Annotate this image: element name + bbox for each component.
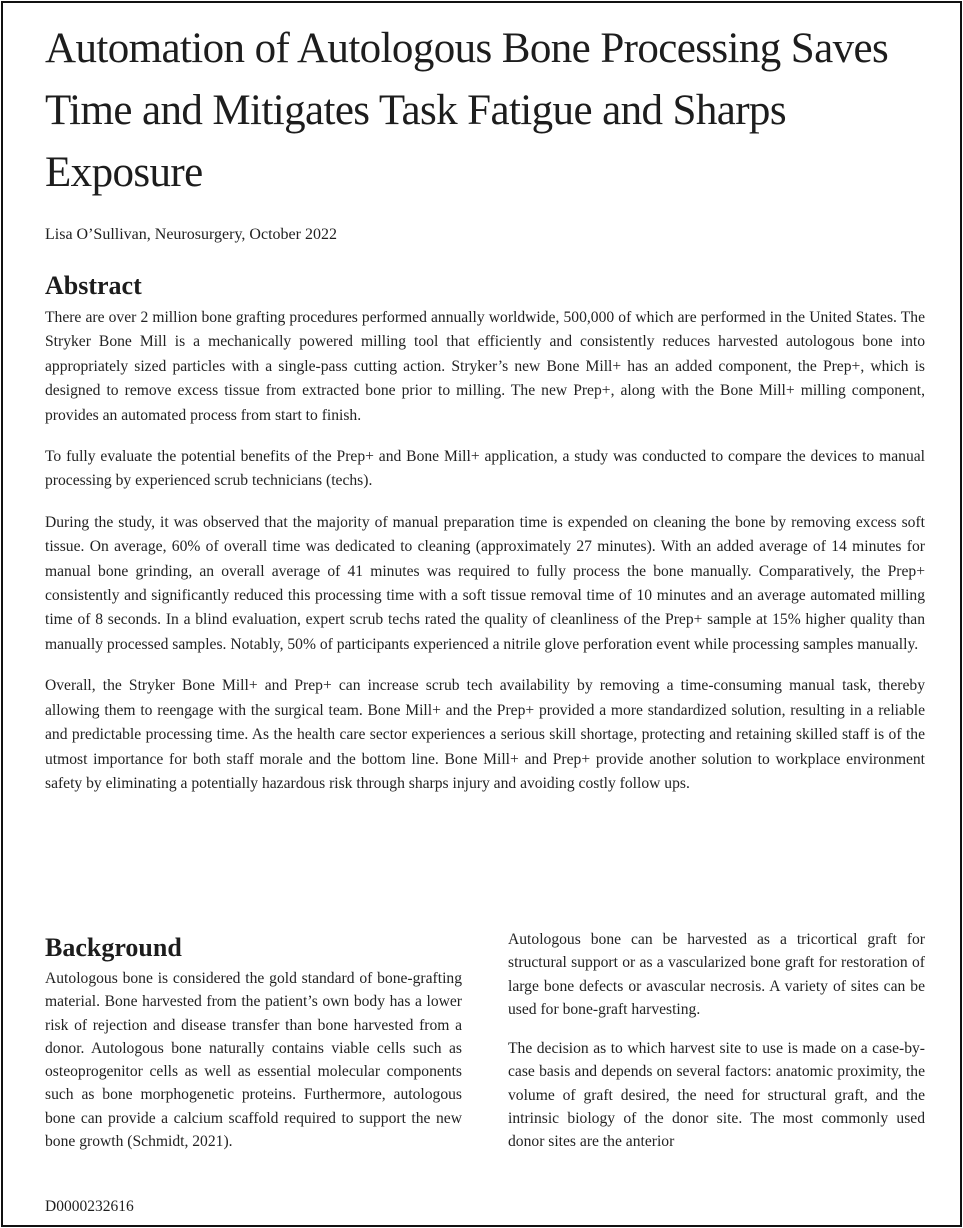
background-left-column bbox=[45, 967, 462, 1169]
abstract-heading: Abstract bbox=[45, 271, 142, 300]
abstract-paragraph-2: To fully evaluate the potential benefits of the Prep+ and Bone Mill+ application, a study was conducted to compare the devices to manual processing by experienced scrub technicians (techs). bbox=[45, 448, 925, 490]
background-paragraph-3: The decision as to which harvest site to use is made on a case-by-case basis and depends on several factors: anatomic proximity, the volume of graft desired, the need for structural graft, and the intrinsic biology of the donor site. The most commonly used donor sites are the anterior bbox=[508, 1040, 925, 1151]
author-byline: Lisa O’Sullivan, Neurosurgery, October 2022 bbox=[45, 226, 337, 243]
document-id: D0000232616 bbox=[45, 1198, 134, 1215]
background-paragraph-1: Autologous bone is considered the gold standard of bone-grafting material. Bone harvested from the patient’s own body has a lower risk of rejection and disease transfer than bone harvested from a donor. Autologous bone naturally contains viable cells such as osteoprogenitor cells as well as essential molecular components such as bone morphogenetic proteins. Furthermore, autologous bone can provide a calcium scaffold required to support the new bone growth (Schmidt, 2021). bbox=[45, 970, 462, 1151]
background-heading: Background bbox=[45, 933, 182, 962]
abstract-paragraph-1: There are over 2 million bone grafting procedures performed annually worldwide, 500,000 of which are performed in the United States. The Stryker Bone Mill is a mechanically powered milling tool that efficiently and consistently reduces harvested autologous bone into appropriately sized particles with a single-pass cutting action. Stryker’s new Bone Mill+ has an added component, the Prep+, which is designed to remove excess tissue from extracted bone prior to milling. The new Prep+, along with the Bone Mill+ milling component, provides an automated process from start to finish. bbox=[45, 309, 925, 424]
document-title: Automation of Autologous Bone Processing Saves Time and Mitigates Task Fatigue and Sharps Exposure bbox=[45, 25, 889, 196]
abstract-body bbox=[45, 306, 925, 813]
abstract-paragraph-3: During the study, it was observed that the majority of manual preparation time is expended on cleaning the bone by removing excess soft tissue. On average, 60% of overall time was dedicated to cleaning (approximately 27 minutes). With an added average of 14 minutes for manual bone grinding, an overall average of 41 minutes was required to fully process the bone manually. Comparatively, the Prep+ consistently and significantly reduced this processing time with a soft tissue removal time of 10 minutes and an average automated milling time of 8 seconds. In a blind evaluation, expert scrub techs rated the quality of cleanliness of the Prep+ sample at 15% higher quality than manually processed samples. Notably, 50% of participants experienced a nitrile glove perforation event while processing samples manually. bbox=[45, 513, 925, 653]
background-right-column bbox=[508, 928, 925, 1170]
background-paragraph-2: Autologous bone can be harvested as a tricortical graft for structural support or as a vascularized bone graft for restoration of large bone defects or avascular necrosis. A variety of sites can be used for bone-graft harvesting. bbox=[508, 931, 925, 1018]
abstract-paragraph-4: Overall, the Stryker Bone Mill+ and Prep+ can increase scrub tech availability by removing a time-consuming manual task, thereby allowing them to reengage with the surgical team. Bone Mill+ and the Prep+ provided a more standardized solution, resulting in a reliable and predictable processing time. As the health care sector experiences a serious skill shortage, protecting and retaining skilled staff is of the utmost importance for both staff morale and the bottom line. Bone Mill+ and Prep+ provide another solution to workplace environment safety by eliminating a potentially hazardous risk through sharps injury and avoiding costly follow ups. bbox=[45, 677, 925, 792]
